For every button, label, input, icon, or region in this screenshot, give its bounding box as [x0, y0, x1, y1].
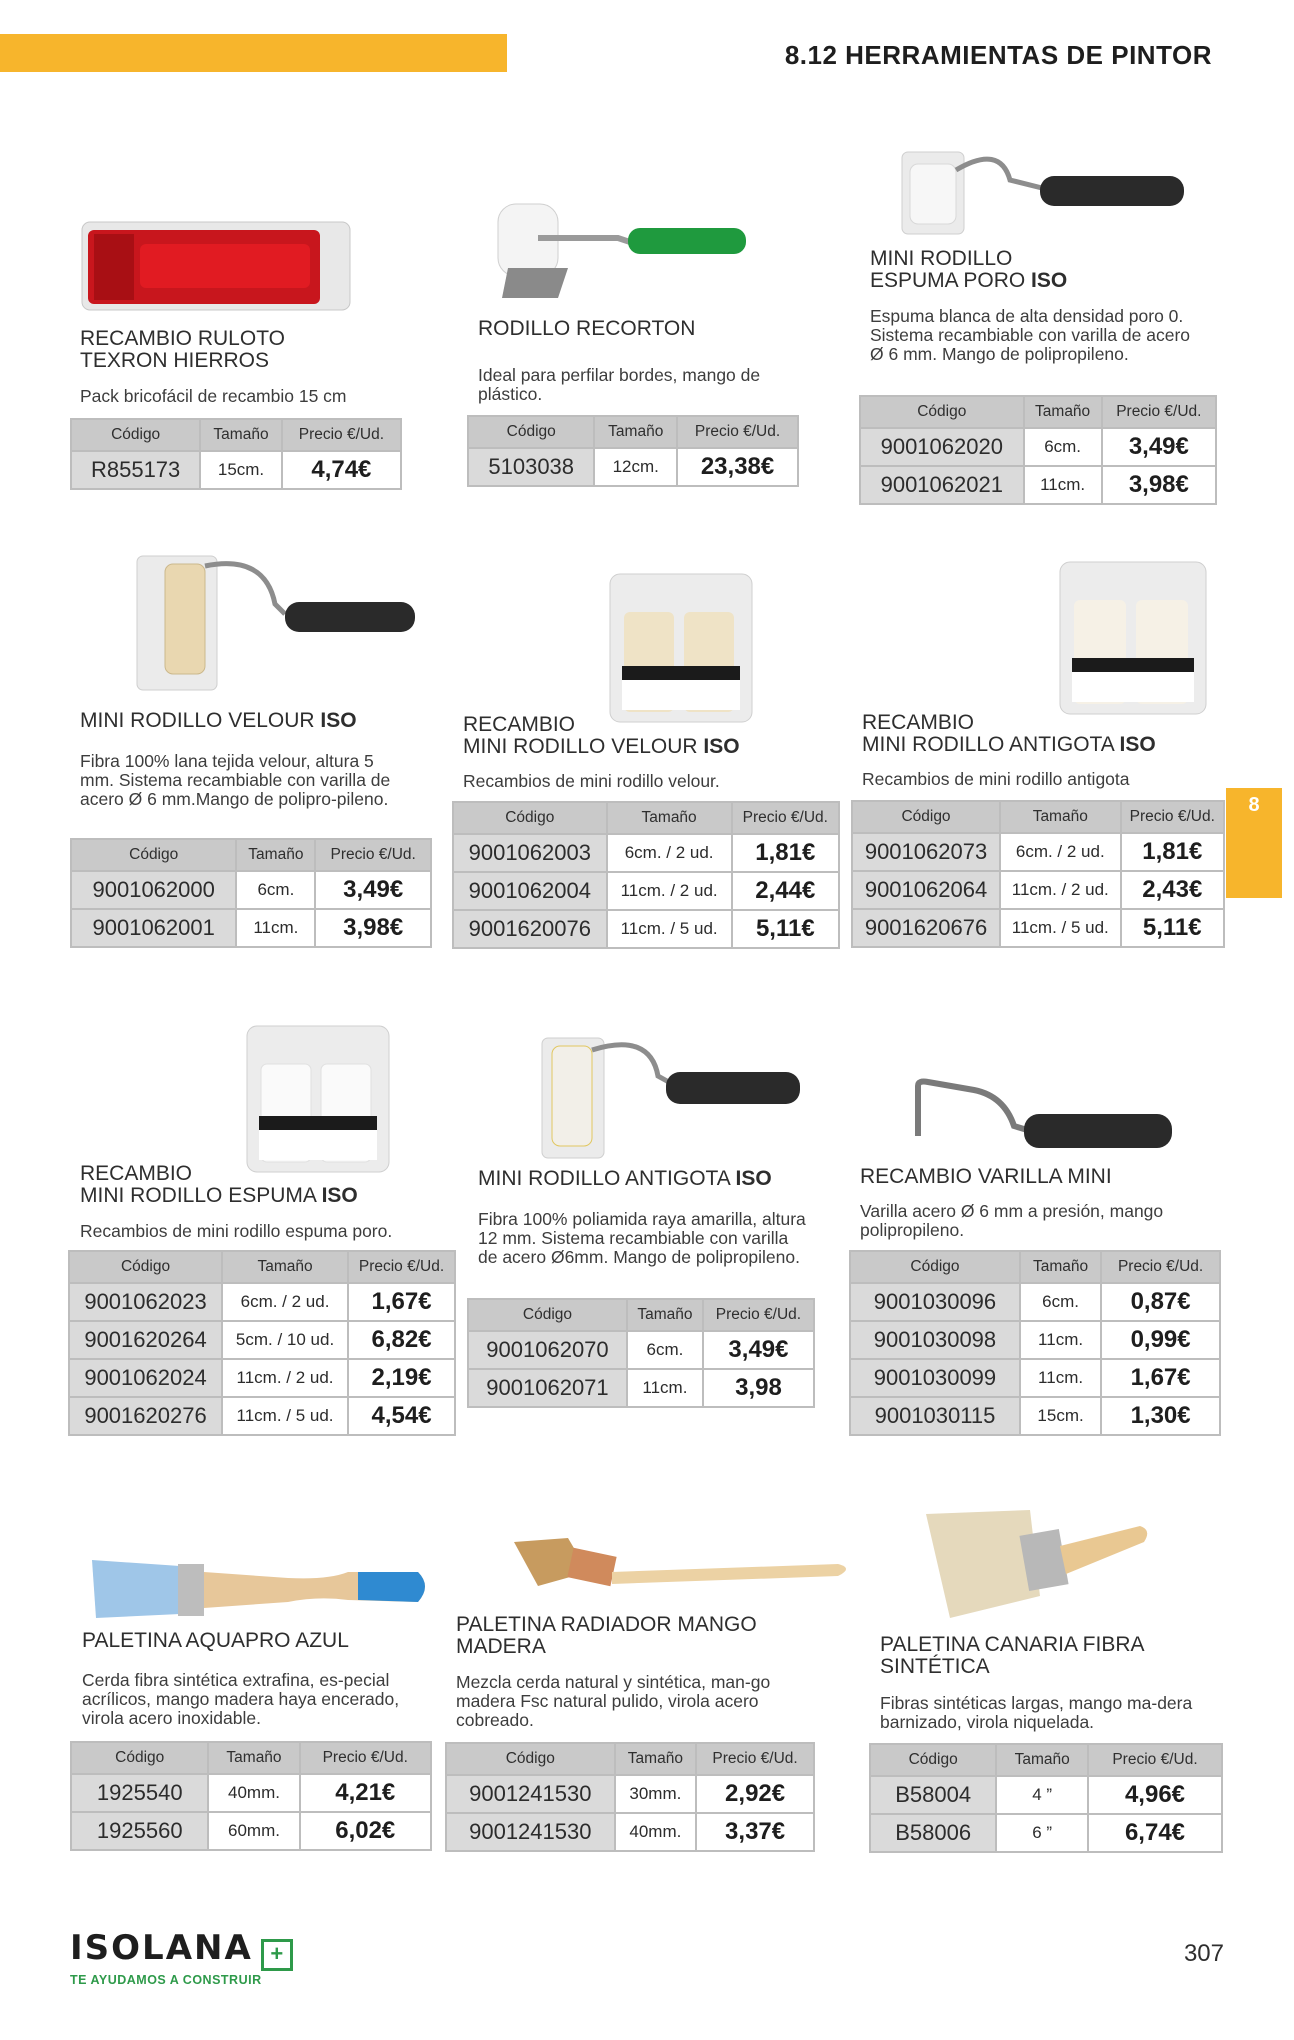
product-code: 9001062073: [852, 833, 1000, 871]
code-header: Código: [71, 419, 200, 451]
size-header: Tamaño: [615, 1743, 697, 1775]
product-size: 40mm.: [208, 1774, 299, 1812]
product-size: 12cm.: [594, 448, 677, 486]
size-header: Tamaño: [607, 802, 732, 834]
product-size: 11cm.: [1020, 1359, 1101, 1397]
table-row: [850, 1283, 1220, 1321]
product-size: 30mm.: [615, 1775, 697, 1813]
product-size: 11cm. / 2 ud.: [1000, 871, 1121, 909]
price-header: Precio €/Ud.: [703, 1299, 814, 1331]
product-price: 2,43€: [1121, 871, 1224, 909]
product-size: 6cm. / 2 ud.: [1000, 833, 1121, 871]
product-description: Recambios de mini rodillo velour.: [463, 771, 720, 791]
table-row: [468, 1331, 814, 1369]
code-header: Código: [850, 1251, 1020, 1283]
product-price: 1,81€: [732, 834, 839, 872]
product-code: 9001062064: [852, 871, 1000, 909]
product-description: Fibra 100% poliamida raya amarilla, altura 12 mm. Sistema recambiable con varilla de acero Ø6mm. Mango de polipropileno.: [478, 1209, 806, 1267]
page-number: 307: [1183, 1940, 1224, 1967]
product-price: 0,87€: [1101, 1283, 1220, 1321]
product-title: RODILLO RECORTON: [478, 317, 696, 340]
product-description: Mezcla cerda natural y sintética, man-go madera Fsc natural pulido, virola acero cobreado.: [456, 1672, 771, 1730]
product-title: RECAMBIO MINI RODILLO ANTIGOTA ISO: [862, 711, 1156, 756]
table-row: [69, 1321, 455, 1359]
code-header: Código: [860, 396, 1024, 428]
size-header: Tamaño: [627, 1299, 703, 1331]
price-table: [452, 801, 840, 949]
roller-refill-pack-icon: [80, 220, 352, 312]
product-size: 4 ”: [996, 1776, 1088, 1814]
product-size: 11cm. / 2 ud.: [607, 872, 732, 910]
table-row: [860, 466, 1216, 504]
product-code: 9001030099: [850, 1359, 1020, 1397]
mini-roller-icon: [900, 150, 1186, 238]
product-size: 5cm. / 10 ud.: [222, 1321, 348, 1359]
product-code: 9001030096: [850, 1283, 1020, 1321]
price-table: [68, 1250, 456, 1436]
product-price: 5,11€: [1121, 909, 1224, 947]
product-description: Cerda fibra sintética extrafina, es-pecial acrílicos, mango madera haya encerado, virola acero inoxidable.: [82, 1670, 400, 1728]
product-title: RECAMBIO MINI RODILLO ESPUMA ISO: [80, 1162, 358, 1207]
product-price: 4,21€: [300, 1774, 432, 1812]
product-price: 6,82€: [348, 1321, 455, 1359]
product-price: 4,74€: [282, 451, 401, 489]
table-row: [69, 1359, 455, 1397]
table-row: [852, 909, 1224, 947]
code-header: Código: [71, 1742, 208, 1774]
radiator-brush-icon: [508, 1534, 858, 1604]
price-table: [869, 1743, 1223, 1853]
table-row: [850, 1359, 1220, 1397]
product-size: 11cm. / 2 ud.: [222, 1359, 348, 1397]
table-row: [852, 871, 1224, 909]
code-header: Código: [468, 416, 594, 448]
product-size: 11cm. / 5 ud.: [607, 910, 732, 948]
code-header: Código: [71, 839, 236, 871]
product-title: PALETINA AQUAPRO AZUL: [82, 1629, 349, 1652]
table-row: [870, 1814, 1222, 1852]
table-row: [71, 871, 431, 909]
header-accent-bar: [0, 34, 507, 72]
price-header: Precio €/Ud.: [732, 802, 839, 834]
price-table: [445, 1742, 815, 1852]
flat-brush-icon: [88, 1552, 434, 1624]
product-price: 2,19€: [348, 1359, 455, 1397]
product-title: RECAMBIO VARILLA MINI: [860, 1165, 1112, 1188]
table-row: [446, 1813, 814, 1851]
product-code: 1925540: [71, 1774, 208, 1812]
price-header: Precio €/Ud.: [315, 839, 431, 871]
refill-pack-icon: [1058, 560, 1208, 716]
product-size: 15cm.: [1020, 1397, 1101, 1435]
edge-roller-icon: [478, 198, 748, 308]
price-header: Precio €/Ud.: [348, 1251, 455, 1283]
product-description: Fibra 100% lana tejida velour, altura 5 mm. Sistema recambiable con varilla de acero Ø 6 mm.Mango de polipro-pileno.: [80, 751, 391, 809]
mini-roller-icon: [135, 554, 417, 694]
price-table: [467, 1298, 815, 1408]
product-size: 11cm.: [1024, 466, 1102, 504]
size-header: Tamaño: [1024, 396, 1102, 428]
product-code: 9001062020: [860, 428, 1024, 466]
product-code: 9001062003: [453, 834, 607, 872]
price-table: [70, 838, 432, 948]
price-header: Precio €/Ud.: [300, 1742, 432, 1774]
product-size: 6cm.: [1020, 1283, 1101, 1321]
table-row: [870, 1776, 1222, 1814]
table-row: [852, 833, 1224, 871]
product-price: 5,11€: [732, 910, 839, 948]
product-code: B58004: [870, 1776, 996, 1814]
size-header: Tamaño: [208, 1742, 299, 1774]
product-size: 11cm.: [236, 909, 315, 947]
product-size: 6cm. / 2 ud.: [607, 834, 732, 872]
product-code: 9001241530: [446, 1775, 615, 1813]
product-title: RECAMBIO RULOTO TEXRON HIERROS: [80, 327, 285, 372]
table-row: [71, 451, 401, 489]
code-header: Código: [453, 802, 607, 834]
product-description: Fibras sintéticas largas, mango ma-dera barnizado, virola niquelada.: [880, 1693, 1193, 1732]
product-price: 1,67€: [1101, 1359, 1220, 1397]
price-table: [851, 800, 1225, 948]
product-code: 9001062000: [71, 871, 236, 909]
table-row: [860, 428, 1216, 466]
product-price: 6,02€: [300, 1812, 432, 1850]
product-price: 3,37€: [696, 1813, 814, 1851]
table-row: [453, 872, 839, 910]
price-header: Precio €/Ud.: [282, 419, 401, 451]
product-price: 23,38€: [677, 448, 798, 486]
table-row: [468, 448, 798, 486]
code-header: Código: [870, 1744, 996, 1776]
product-title: MINI RODILLO VELOUR ISO: [80, 709, 357, 732]
price-table: [859, 395, 1217, 505]
code-header: Código: [852, 801, 1000, 833]
product-code: 9001062071: [468, 1369, 627, 1407]
product-price: 3,98€: [315, 909, 431, 947]
product-title: MINI RODILLO ANTIGOTA ISO: [478, 1167, 772, 1190]
size-header: Tamaño: [1000, 801, 1121, 833]
section-title: 8.12 HERRAMIENTAS DE PINTOR: [784, 40, 1212, 70]
price-header: Precio €/Ud.: [677, 416, 798, 448]
product-size: 11cm. / 5 ud.: [222, 1397, 348, 1435]
product-price: 3,49€: [703, 1331, 814, 1369]
code-header: Código: [69, 1251, 222, 1283]
size-header: Tamaño: [236, 839, 315, 871]
price-table: [70, 1741, 432, 1851]
table-row: [453, 910, 839, 948]
size-header: Tamaño: [996, 1744, 1088, 1776]
product-price: 3,49€: [315, 871, 431, 909]
product-title: PALETINA RADIADOR MANGO MADERA: [456, 1613, 757, 1658]
product-price: 3,98€: [1102, 466, 1216, 504]
table-row: [69, 1397, 455, 1435]
product-code: 9001062001: [71, 909, 236, 947]
product-size: 6cm.: [627, 1331, 703, 1369]
product-size: 6cm.: [1024, 428, 1102, 466]
product-price: 1,30€: [1101, 1397, 1220, 1435]
price-header: Precio €/Ud.: [1101, 1251, 1220, 1283]
product-description: Recambios de mini rodillo espuma poro.: [80, 1221, 393, 1241]
product-price: 6,74€: [1088, 1814, 1222, 1852]
product-price: 1,81€: [1121, 833, 1224, 871]
product-price: 4,54€: [348, 1397, 455, 1435]
product-price: 3,98: [703, 1369, 814, 1407]
product-code: 1925560: [71, 1812, 208, 1850]
product-code: 9001620276: [69, 1397, 222, 1435]
product-size: 6 ”: [996, 1814, 1088, 1852]
product-code: R855173: [71, 451, 200, 489]
product-size: 11cm.: [627, 1369, 703, 1407]
product-description: Varilla acero Ø 6 mm a presión, mango polipropileno.: [860, 1201, 1164, 1240]
product-code: 5103038: [468, 448, 594, 486]
code-header: Código: [446, 1743, 615, 1775]
product-price: 4,96€: [1088, 1776, 1222, 1814]
product-code: 9001062070: [468, 1331, 627, 1369]
table-row: [453, 834, 839, 872]
table-row: [468, 1369, 814, 1407]
product-size: 60mm.: [208, 1812, 299, 1850]
table-row: [71, 909, 431, 947]
refill-pack-icon: [608, 572, 754, 724]
product-code: 9001620676: [852, 909, 1000, 947]
logo-tagline: TE AYUDAMOS A CONSTRUIR: [70, 1972, 262, 1987]
size-header: Tamaño: [222, 1251, 348, 1283]
product-description: Pack bricofácil de recambio 15 cm: [80, 386, 347, 406]
brand-logo[interactable]: [70, 1928, 293, 1987]
product-size: 11cm. / 5 ud.: [1000, 909, 1121, 947]
product-code: 9001241530: [446, 1813, 615, 1851]
roller-frame-icon: [904, 1076, 1174, 1166]
price-header: Precio €/Ud.: [1121, 801, 1224, 833]
product-title: MINI RODILLO ESPUMA PORO ISO: [870, 247, 1068, 292]
table-row: [850, 1321, 1220, 1359]
product-description: Ideal para perfilar bordes, mango de plástico.: [478, 365, 761, 404]
product-code: 9001030115: [850, 1397, 1020, 1435]
product-code: 9001620076: [453, 910, 607, 948]
product-size: 6cm. / 2 ud.: [222, 1283, 348, 1321]
size-header: Tamaño: [594, 416, 677, 448]
refill-pack-icon: [245, 1024, 391, 1174]
price-header: Precio €/Ud.: [1088, 1744, 1222, 1776]
product-price: 0,99€: [1101, 1321, 1220, 1359]
size-header: Tamaño: [1020, 1251, 1101, 1283]
product-description: Espuma blanca de alta densidad poro 0. Sistema recambiable con varilla de acero Ø 6 mm. Mango de polipropileno.: [870, 306, 1191, 364]
product-price: 3,49€: [1102, 428, 1216, 466]
logo-plus-icon: +: [261, 1939, 293, 1971]
product-code: 9001062023: [69, 1283, 222, 1321]
product-price: 2,92€: [696, 1775, 814, 1813]
code-header: Código: [468, 1299, 627, 1331]
product-size: 15cm.: [200, 451, 282, 489]
table-row: [69, 1283, 455, 1321]
table-row: [71, 1774, 431, 1812]
product-code: 9001062024: [69, 1359, 222, 1397]
product-code: B58006: [870, 1814, 996, 1852]
product-description: Recambios de mini rodillo antigota: [862, 769, 1130, 789]
price-header: Precio €/Ud.: [1102, 396, 1216, 428]
product-code: 9001620264: [69, 1321, 222, 1359]
product-price: 2,44€: [732, 872, 839, 910]
product-size: 40mm.: [615, 1813, 697, 1851]
price-table: [70, 418, 402, 490]
table-row: [850, 1397, 1220, 1435]
wide-brush-icon: [920, 1506, 1152, 1626]
price-table: [849, 1250, 1221, 1436]
chapter-tab[interactable]: 8: [1226, 788, 1282, 898]
table-row: [71, 1812, 431, 1850]
size-header: Tamaño: [200, 419, 282, 451]
product-title: PALETINA CANARIA FIBRA SINTÉTICA: [880, 1633, 1145, 1678]
logo-wordmark: ISOLANA: [70, 1928, 253, 1968]
table-row: [446, 1775, 814, 1813]
product-size: 11cm.: [1020, 1321, 1101, 1359]
product-code: 9001062021: [860, 466, 1024, 504]
product-code: 9001030098: [850, 1321, 1020, 1359]
product-size: 6cm.: [236, 871, 315, 909]
product-price: 1,67€: [348, 1283, 455, 1321]
price-table: [467, 415, 799, 487]
price-header: Precio €/Ud.: [696, 1743, 814, 1775]
mini-roller-icon: [540, 1036, 802, 1160]
product-title: RECAMBIO MINI RODILLO VELOUR ISO: [463, 713, 740, 758]
product-code: 9001062004: [453, 872, 607, 910]
